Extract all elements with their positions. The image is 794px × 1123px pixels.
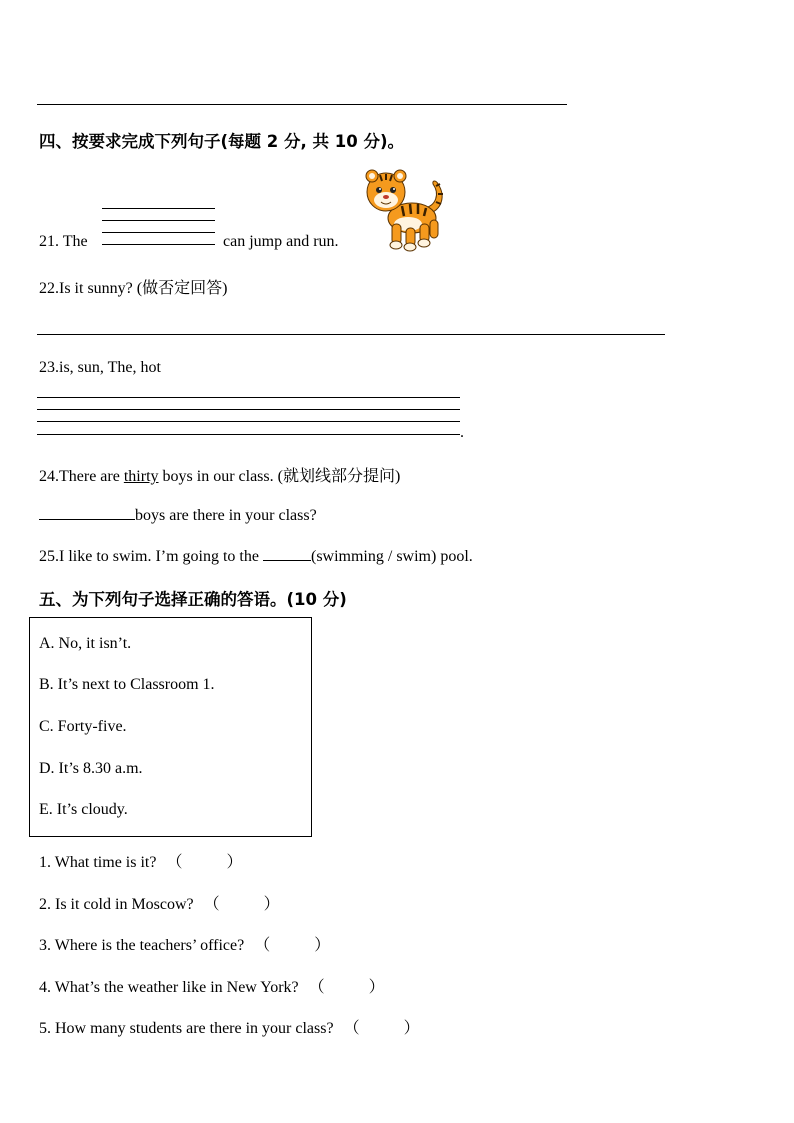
question-5-answer-paren[interactable]: （ ） xyxy=(343,1020,420,1037)
question-1-text: 1. What time is it? xyxy=(39,854,157,871)
option-b: B. It’s next to Classroom 1. xyxy=(39,676,215,693)
q25-after: (swimming / swim) pool. xyxy=(310,548,473,565)
q23-answer-line-4[interactable] xyxy=(37,434,460,435)
q21-blank-line-4[interactable] xyxy=(102,244,215,245)
tiger-cub-icon xyxy=(358,166,450,252)
question-5 xyxy=(39,1015,420,1038)
question-2-answer-paren[interactable]: （ ） xyxy=(203,896,280,913)
question-3-answer-paren[interactable]: （ ） xyxy=(254,937,331,954)
q23-text: 23.is, sun, The, hot xyxy=(39,359,161,376)
q24-answer xyxy=(39,505,317,525)
q24-answer-blank[interactable] xyxy=(39,505,135,520)
option-e: E. It’s cloudy. xyxy=(39,801,128,818)
question-2 xyxy=(39,891,280,914)
q24-underlined-word: thirty xyxy=(123,468,159,485)
q23-answer-line-3 xyxy=(37,421,460,422)
q21-blank-line-1 xyxy=(102,208,215,209)
q25-text xyxy=(39,546,473,566)
q22-answer-line[interactable] xyxy=(37,334,665,335)
question-1 xyxy=(39,849,243,872)
q23-answer-line-1 xyxy=(37,397,460,398)
section-5-heading: 五、为下列句子选择正确的答语。(10 分) xyxy=(39,590,347,609)
section-4-heading: 四、按要求完成下列句子(每题 2 分, 共 10 分)。 xyxy=(39,132,405,151)
q21-suffix: can jump and run. xyxy=(223,233,339,250)
option-d: D. It’s 8.30 a.m. xyxy=(39,760,143,777)
q21-prefix: 21. The xyxy=(39,233,88,250)
q21-blank-line-2 xyxy=(102,220,215,221)
question-5-text: 5. How many students are there in your class? xyxy=(39,1020,334,1037)
question-4-text: 4. What’s the weather like in New York? xyxy=(39,979,299,996)
question-3 xyxy=(39,932,330,955)
option-a: A. No, it isn’t. xyxy=(39,635,132,652)
q23-end-period: . xyxy=(460,424,464,441)
question-1-answer-paren[interactable]: （ ） xyxy=(166,854,243,871)
q24-before: 24.There are xyxy=(39,468,124,485)
question-4-answer-paren[interactable]: （ ） xyxy=(308,979,385,996)
q24-after: boys in our class. (就划线部分提问) xyxy=(158,468,401,485)
question-3-text: 3. Where is the teachers’ office? xyxy=(39,937,245,954)
option-c: C. Forty-five. xyxy=(39,718,127,735)
q24-answer-suffix: boys are there in your class? xyxy=(135,507,317,524)
q22-text: 22.Is it sunny? (做否定回答) xyxy=(39,280,228,297)
question-2-text: 2. Is it cold in Moscow? xyxy=(39,896,194,913)
q25-before: 25.I like to swim. I’m going to the xyxy=(39,548,263,565)
q23-answer-line-2 xyxy=(37,409,460,410)
q24-text xyxy=(39,463,400,486)
answer-line-top xyxy=(37,104,567,105)
question-4 xyxy=(39,974,385,997)
q21-blank-line-3 xyxy=(102,232,215,233)
q25-blank[interactable] xyxy=(263,546,311,561)
